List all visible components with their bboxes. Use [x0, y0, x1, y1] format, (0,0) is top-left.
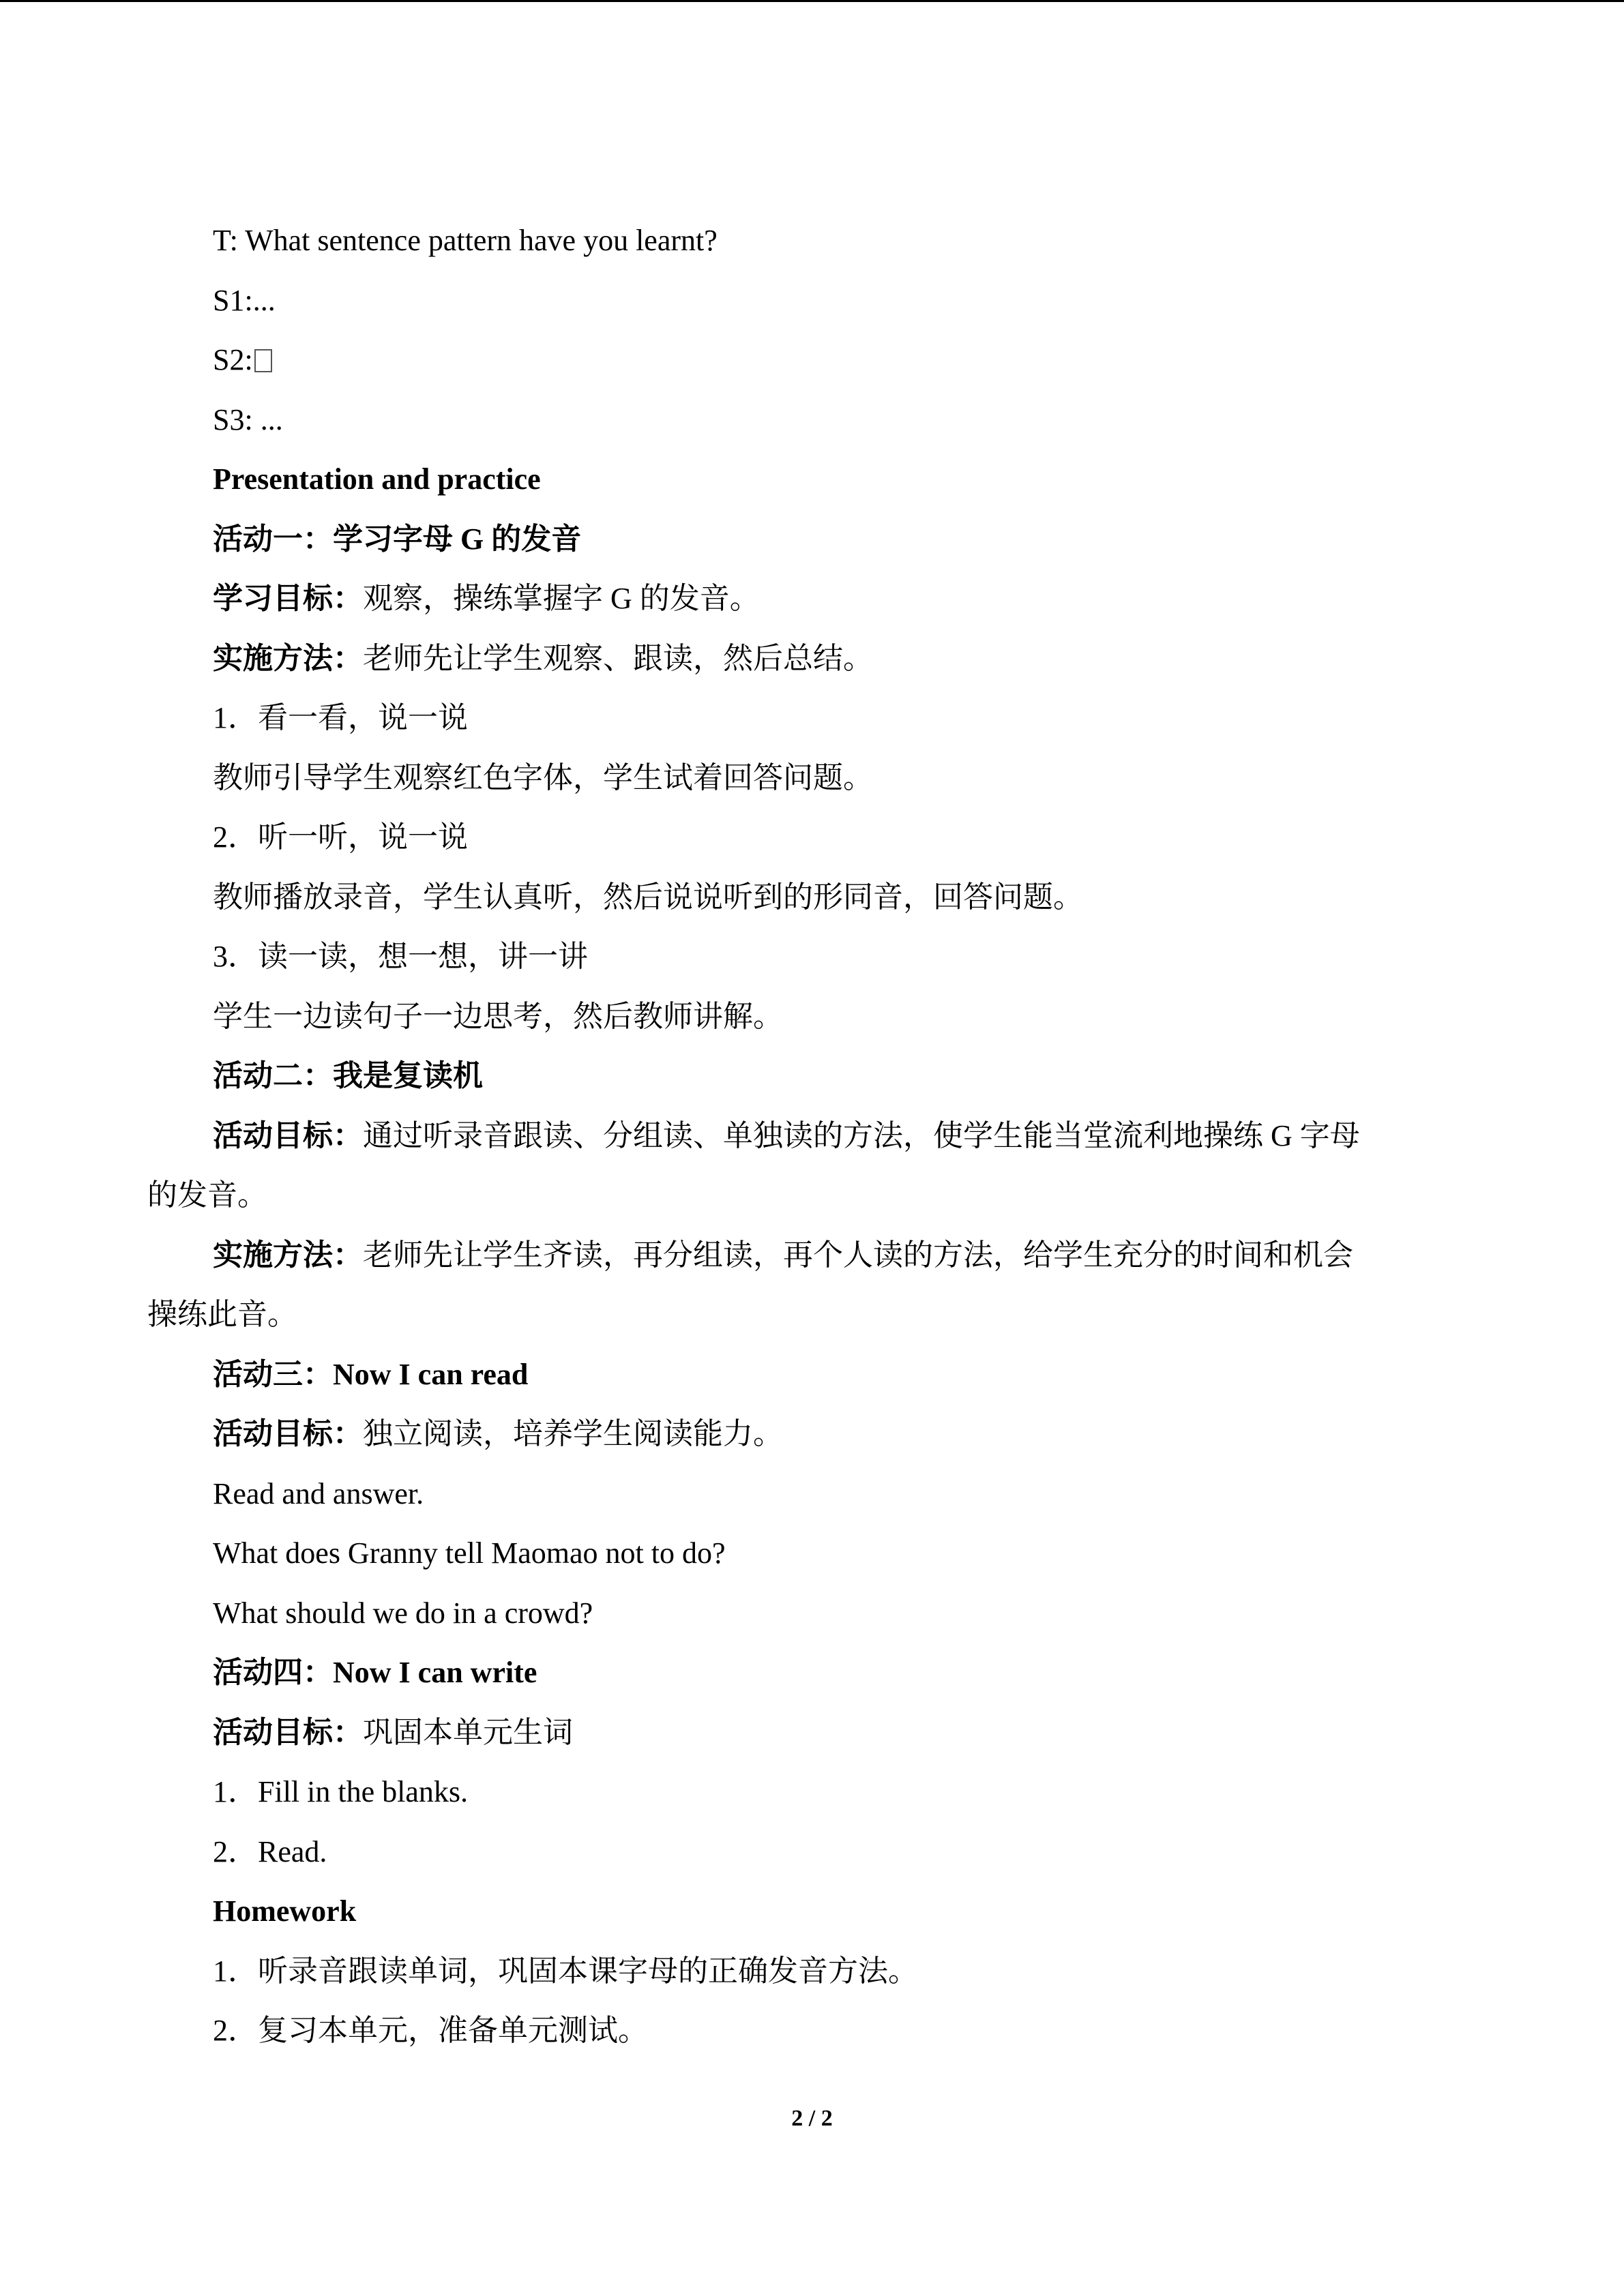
text: 的发音。 [147, 1178, 267, 1212]
write-step-1 [213, 1773, 468, 1811]
text: 独立阅读，培养学生阅读能力。 [363, 1417, 783, 1450]
activity-2-heading [213, 1057, 483, 1095]
text: 巩固本单元生词 [363, 1716, 573, 1749]
text: 1．看一看，说一说 [213, 701, 468, 734]
student-answer-2 [213, 341, 272, 379]
text: 2．听一听，说一说 [213, 820, 468, 854]
activity-1-goal [213, 580, 760, 618]
question-2 [213, 1594, 593, 1632]
step-3 [213, 938, 588, 976]
text: T: What sentence pattern have you learnt? [213, 224, 718, 257]
text: 教师引导学生观察红色字体，学生试着回答问题。 [213, 761, 873, 794]
label: 实施方法： [213, 642, 363, 675]
label: 活动目标： [213, 1119, 363, 1152]
text: 活动二：我是复读机 [213, 1059, 483, 1092]
text: S3: ... [213, 403, 283, 436]
text: Presentation and practice [213, 462, 541, 496]
student-answer-3 [213, 401, 283, 439]
text: 通过听录音跟读、分组读、单独读的方法，使学生能当堂流利地操练 G 字母 [363, 1119, 1360, 1152]
text: Read and answer. [213, 1477, 424, 1510]
homework-heading [213, 1892, 356, 1930]
page-number: 2 / 2 [791, 2106, 833, 2131]
text: S2: [213, 343, 253, 376]
top-border-line [0, 0, 1624, 2]
teacher-question [213, 222, 718, 260]
label: 学习目标： [213, 582, 363, 615]
text: 1．Fill in the blanks. [213, 1775, 468, 1808]
text: 活动一：学习字母 G 的发音 [213, 522, 582, 556]
step-3-desc [213, 998, 783, 1036]
read-and-answer [213, 1475, 424, 1513]
homework-item-1 [213, 1952, 918, 1991]
activity-2-method [213, 1236, 1353, 1274]
text: 2．复习本单元，准备单元测试。 [213, 2014, 648, 2047]
activity-2-goal-continued [147, 1176, 267, 1214]
activity-3-heading [213, 1356, 528, 1394]
text: 活动三：Now I can read [213, 1358, 529, 1391]
text: What does Granny tell Maomao not to do? [213, 1536, 726, 1570]
write-step-2 [213, 1833, 327, 1871]
step-2 [213, 818, 468, 856]
text: 3．读一读，想一想，讲一讲 [213, 940, 588, 973]
text: 2．Read. [213, 1835, 327, 1868]
text: 观察，操练掌握字 G 的发音。 [363, 582, 760, 615]
text: 教师播放录音，学生认真听，然后说说听到的形同音，回答问题。 [213, 880, 1083, 914]
student-answer-1 [213, 282, 276, 320]
question-1 [213, 1534, 725, 1572]
activity-3-goal [213, 1415, 783, 1453]
text: What should we do in a crowd? [213, 1596, 593, 1630]
label: 活动目标： [213, 1716, 363, 1749]
activity-1-heading [213, 520, 581, 558]
text: 1．听录音跟读单词，巩固本课字母的正确发音方法。 [213, 1954, 918, 1988]
step-1-desc [213, 759, 873, 797]
label: 活动目标： [213, 1417, 363, 1450]
text: 学生一边读句子一边思考，然后教师讲解。 [213, 1000, 783, 1033]
section-heading-presentation [213, 460, 541, 498]
step-2-desc [213, 878, 1083, 916]
text: 老师先让学生观察、跟读，然后总结。 [363, 642, 873, 675]
label: 实施方法： [213, 1238, 363, 1272]
activity-2-goal [213, 1117, 1360, 1155]
text: S1:... [213, 284, 276, 317]
activity-4-goal [213, 1714, 573, 1752]
activity-2-method-continued [147, 1296, 297, 1334]
text: 活动四：Now I can write [213, 1656, 537, 1689]
step-1 [213, 699, 468, 737]
text: 老师先让学生齐读，再分组读，再个人读的方法，给学生充分的时间和机会 [363, 1238, 1353, 1272]
homework-item-2 [213, 2012, 648, 2050]
text: Homework [213, 1894, 357, 1928]
text: 操练此音。 [147, 1298, 297, 1331]
placeholder-box-icon [254, 349, 272, 372]
activity-4-heading [213, 1654, 537, 1692]
activity-1-method [213, 640, 873, 678]
